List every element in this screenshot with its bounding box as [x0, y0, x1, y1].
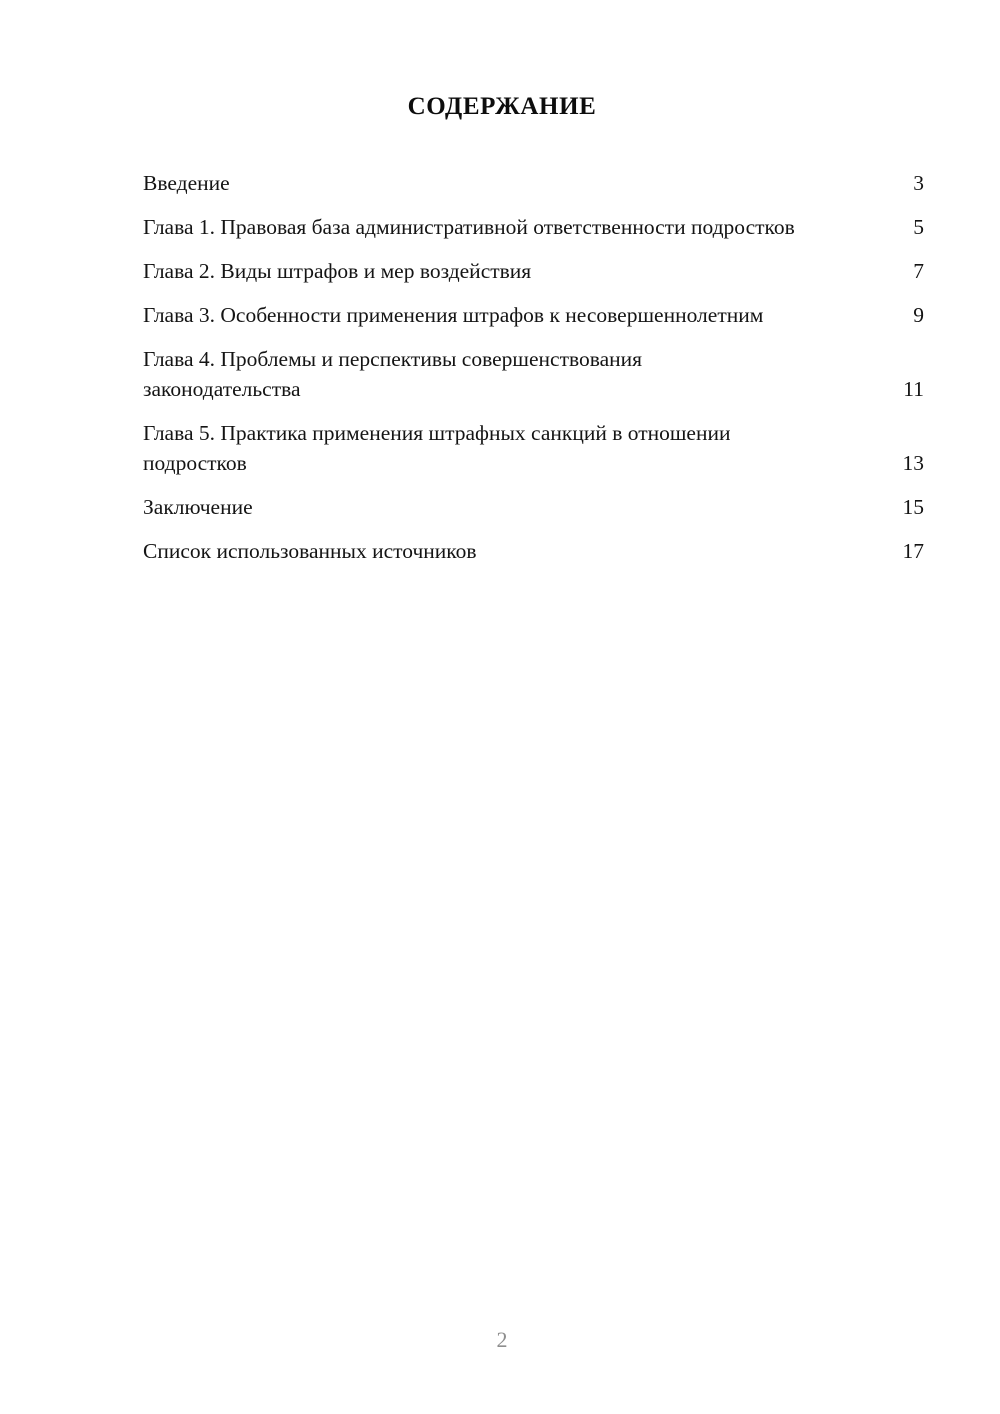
toc-entry-page: 17: [902, 539, 924, 563]
toc-entry-page: 11: [903, 377, 924, 401]
toc-entry[interactable]: [143, 492, 924, 522]
toc-entry-title: Заключение: [143, 495, 253, 519]
toc-entry-page: 5: [913, 215, 924, 239]
toc-entry[interactable]: [143, 344, 924, 404]
toc-entry-title: Глава 1. Правовая база административной ответственности подростков: [143, 215, 795, 239]
toc-entry-title: Глава 2. Виды штрафов и мер воздействия: [143, 259, 532, 283]
toc-entry[interactable]: [143, 256, 924, 286]
toc-entry[interactable]: [143, 536, 924, 566]
toc-entry[interactable]: [143, 300, 924, 330]
toc-entry[interactable]: [143, 418, 924, 478]
page-footer-number: 2: [496, 1327, 508, 1352]
toc-entry[interactable]: [143, 212, 924, 242]
toc-entry-title: Список использованных источников: [143, 539, 477, 563]
toc-entry-title: Глава 3. Особенности применения штрафов к несовершеннолетним: [143, 303, 764, 327]
toc-entry-page: 13: [902, 451, 924, 475]
toc-entry-page: 15: [902, 495, 924, 519]
toc-entry[interactable]: [143, 168, 924, 198]
toc-entry-page: 7: [913, 259, 924, 283]
toc-entry-title: Глава 5. Практика применения штрафных санкций в отношении подростков: [143, 421, 731, 475]
toc-entry-title: Введение: [143, 171, 230, 195]
toc-entry-page: 9: [913, 303, 924, 327]
table-of-contents: [143, 168, 924, 580]
toc-entry-page: 3: [913, 171, 924, 195]
toc-entry-title: Глава 4. Проблемы и перспективы совершенствования законодательства: [143, 347, 643, 401]
page-title: СОДЕРЖАНИЕ: [407, 93, 597, 120]
